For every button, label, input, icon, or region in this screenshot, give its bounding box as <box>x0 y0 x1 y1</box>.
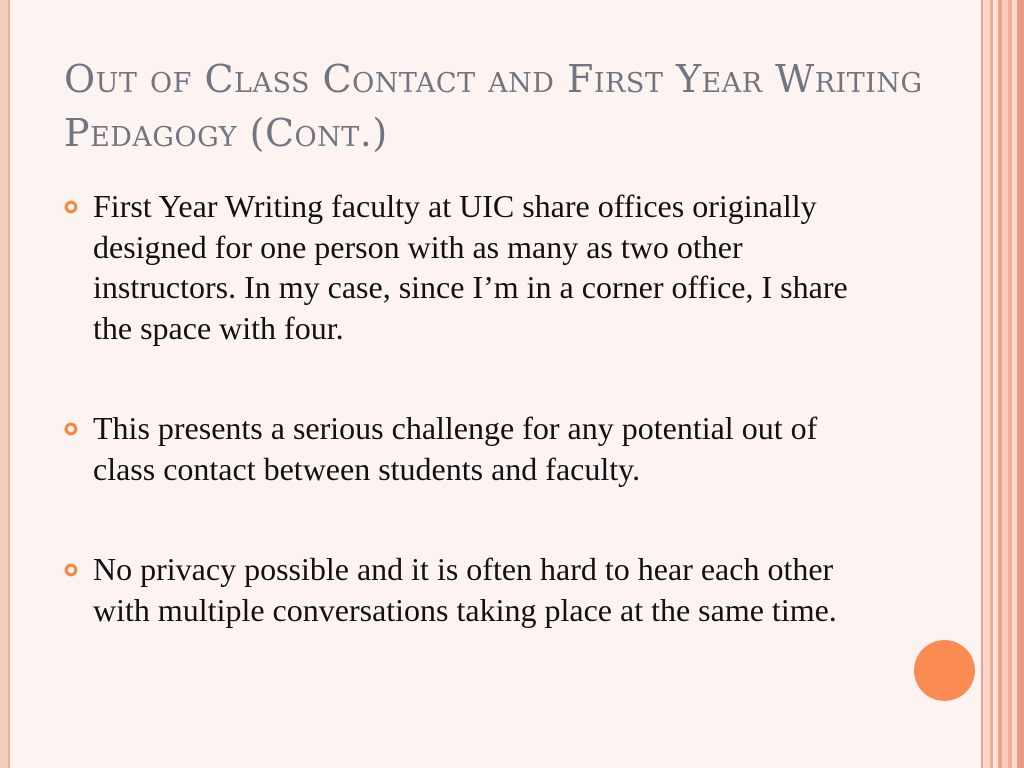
left-edge-line <box>8 0 10 768</box>
bullet-item <box>64 408 884 489</box>
bullet-item <box>64 549 884 630</box>
left-edge-band <box>0 0 8 768</box>
bullet-list <box>64 186 884 630</box>
orange-ring-bullet-icon <box>64 563 78 577</box>
stripe-2 <box>983 0 990 768</box>
bullet-text: No privacy possible and it is often hard to hear each other with multiple conversations taking place at the same time. <box>93 551 837 628</box>
stripe-9 <box>1017 0 1024 768</box>
orange-accent-circle <box>914 640 975 701</box>
bullet-text: This presents a serious challenge for any potential out of class contact between students and faculty. <box>93 410 818 487</box>
orange-ring-bullet-icon <box>64 200 78 214</box>
right-decorative-stripes <box>981 0 1024 768</box>
orange-ring-bullet-icon <box>64 422 78 436</box>
slide-title: Out of Class Contact and First Year Writing Pedagogy (Cont.) <box>64 57 923 155</box>
bullet-text: First Year Writing faculty at UIC share offices originally designed for one person with as many as two other instructors. In my case, since I’m in a corner office, I share the space with four. <box>93 188 848 346</box>
bullet-item <box>64 186 884 348</box>
